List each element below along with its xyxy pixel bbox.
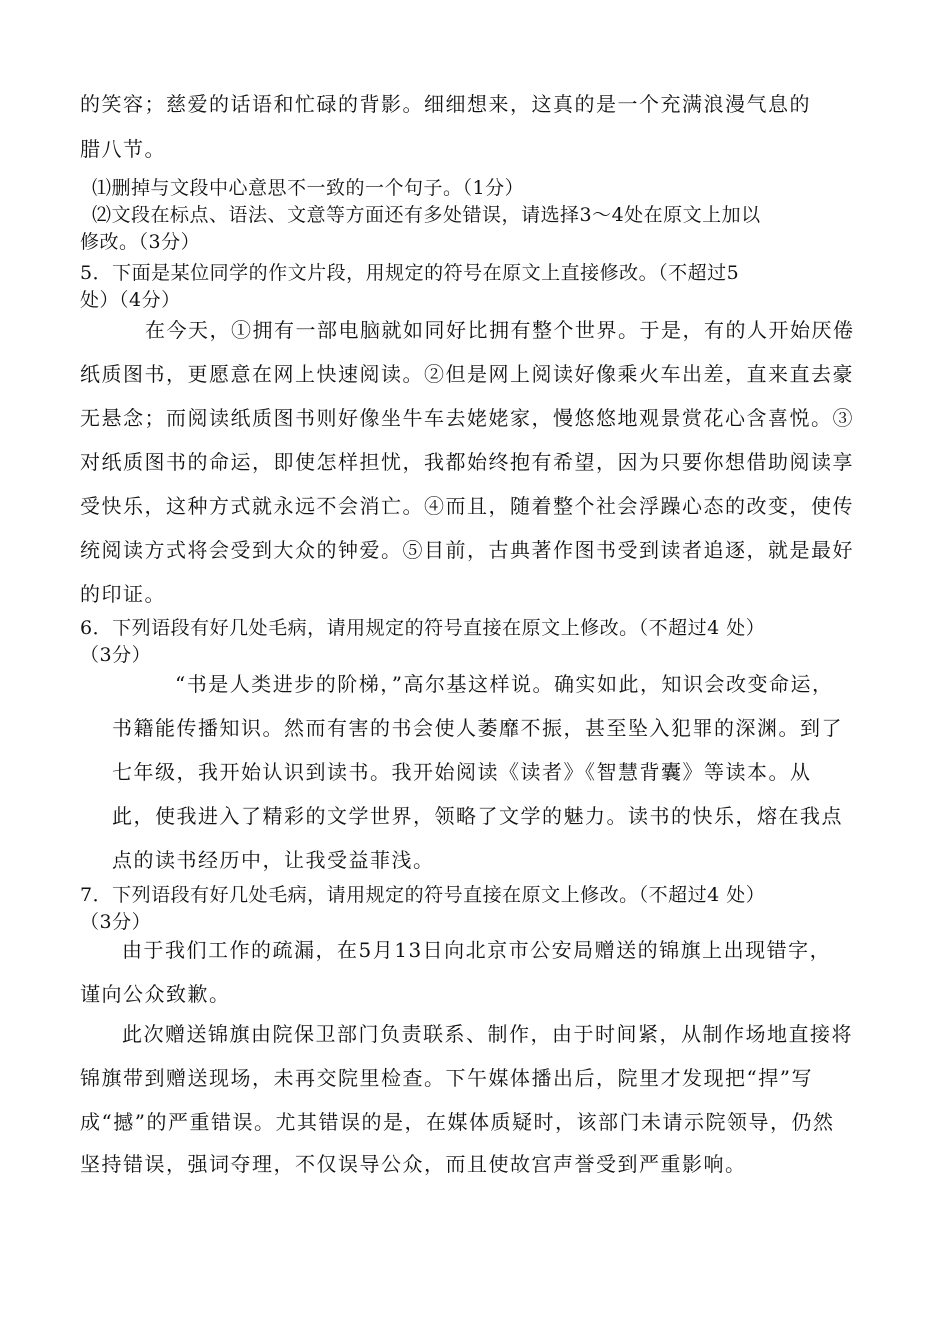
q4-sub1: ⑴删掉与文段中心意思不一致的一个句子。（1分）	[92, 177, 525, 199]
q7-passage-line: 此次赠送锦旗由院保卫部门负责联系、制作，由于时间紧，从制作场地直接将	[122, 1022, 853, 1046]
q4-sub2-line: 修改。（3分）	[80, 231, 201, 253]
q7-stem: 7．下列语段有好几处毛病，请用规定的符号直接在原文上修改。（不超过4 处）	[80, 884, 766, 906]
q7-passage-line: 谨向公众致歉。	[80, 982, 231, 1006]
q7-passage-line: 由于我们工作的疏漏，在5月13日向北京市公安局赠送的锦旗上出现错字，	[122, 938, 832, 962]
passage-top-line: 的笑容；慈爱的话语和忙碌的背影。细细想来，这真的是一个充满浪漫气息的	[80, 92, 811, 116]
q6-passage-line: 点的读书经历中，让我受益菲浅。	[112, 848, 435, 872]
q6-passage-line: 此，使我进入了精彩的文学世界，领略了文学的魅力。读书的快乐，熔在我点	[112, 804, 843, 828]
q6-passage-line: 七年级，我开始认识到读书。我开始阅读《读者》《智慧背囊》等读本。从	[112, 760, 812, 784]
q5-passage-line: 统阅读方式将会受到大众的钟爱。⑤目前，古典著作图书受到读者追逐，就是最好	[80, 538, 854, 562]
q5-passage-line: 受快乐，这种方式就永远不会消亡。④而且，随着整个社会浮躁心态的改变，使传	[80, 494, 854, 518]
q7-passage-line: 成“撼”的严重错误。尤其错误的是，在媒体质疑时，该部门未请示院领导，仍然	[80, 1110, 835, 1134]
q5-passage-line: 的印证。	[80, 582, 166, 606]
q6-passage-line: “书是人类进步的阶梯，”高尔基这样说。确实如此，知识会改变命运，	[175, 672, 834, 696]
q7-passage-line: 坚持错误，强词夺理，不仅误导公众，而且使故宫声誉受到严重影响。	[80, 1152, 747, 1176]
q5-stem: 处）（4分）	[80, 289, 181, 311]
q7-passage-line: 锦旗带到赠送现场，未再交院里检查。下午媒体播出后，院里才发现把“捍”写	[80, 1066, 813, 1090]
q4-sub2-line: ⑵文段在标点、语法、文意等方面还有多处错误，请选择3～4处在原文上加以	[92, 204, 761, 226]
q5-passage-line: 在今天，①拥有一部电脑就如同好比拥有整个世界。于是，有的人开始厌倦	[145, 318, 855, 342]
q6-stem: 6．下列语段有好几处毛病，请用规定的符号直接在原文上修改。（不超过4 处）	[80, 617, 766, 639]
q5-passage-line: 无悬念；而阅读纸质图书则好像坐牛车去姥姥家，慢悠悠地观景赏花心含喜悦。③	[80, 406, 854, 430]
q6-passage-line: 书籍能传播知识。然而有害的书会使人萎靡不振，甚至坠入犯罪的深渊。到了	[112, 716, 843, 740]
q5-passage-line: 对纸质图书的命运，即使怎样担忧，我都始终抱有希望，因为只要你想借助阅读享	[80, 450, 854, 474]
q6-stem: （3分）	[80, 644, 152, 666]
q5-passage-line: 纸质图书，更愿意在网上快速阅读。②但是网上阅读好像乘火车出差，直来直去豪	[80, 362, 854, 386]
q5-stem: 5．下面是某位同学的作文片段，用规定的符号在原文上直接修改。（不超过5	[80, 262, 740, 284]
q7-stem: （3分）	[80, 911, 152, 933]
passage-top-line: 腊八节。	[80, 137, 166, 161]
